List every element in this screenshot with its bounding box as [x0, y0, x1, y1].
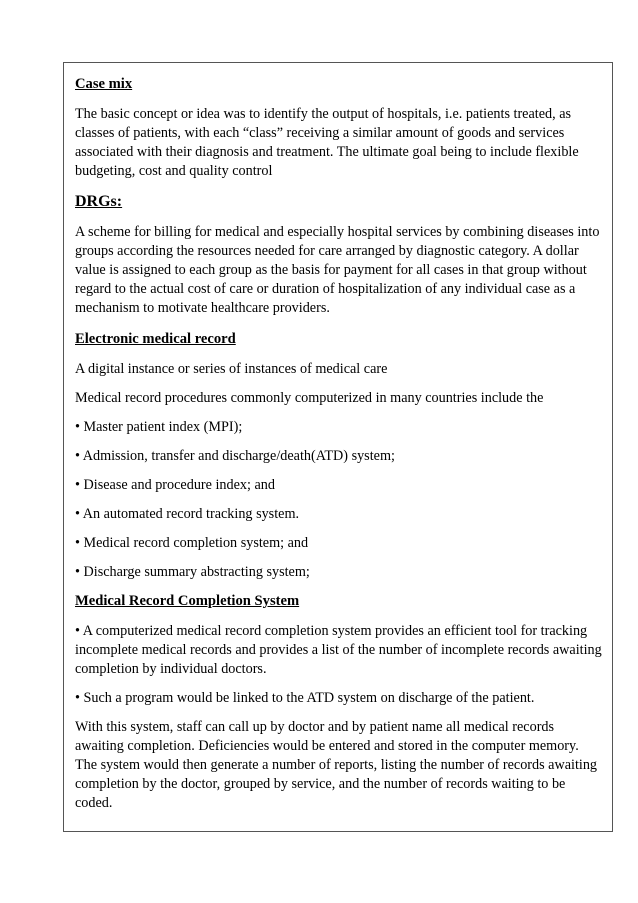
emr-heading: Electronic medical record [75, 331, 236, 347]
mrcs-heading: Medical Record Completion System [75, 593, 300, 609]
drgs-paragraph: A scheme for billing for medical and especially hospital services by combining diseases into groups according the resources needed for care arranged by diagnostic category. A dollar value is assigned to each group as the basis for payment for all cases in that group without regard to the actual cost of care or duration of hospitalization of any individual case as a mechanism to motivate healthcare providers. [75, 224, 600, 316]
document-page [63, 62, 613, 832]
mrcs-paragraph: With this system, staff can call up by doctor and by patient name all medical records awaiting completion. Deficiencies would be entered and stored in the computer memory. The system would then generate a number of reports, listing the number of records awaiting completion by the doctor, grouped by service, and the number of records waiting to be coded. [75, 719, 598, 811]
drgs-heading: DRGs: [75, 193, 123, 210]
emr-list-item: • Discharge summary abstracting system; [75, 564, 310, 580]
mrcs-bullet-atd: • Such a program would be linked to the ATD system on discharge of the patient. [75, 690, 535, 706]
case-mix-paragraph: The basic concept or idea was to identify the output of hospitals, i.e. patients treated, as classes of patients, with each “class” receiving a similar amount of goods and services associated with their diagnosis and treatment. The ultimate goal being to include flexible budgeting, cost and quality control [75, 106, 579, 179]
emr-list-item: • Admission, transfer and discharge/death(ATD) system; [75, 448, 395, 464]
mrcs-bullet-tracking: • A computerized medical record completion system provides an efficient tool for tracking incomplete medical records and provides a list of the number of incomplete records awaiting completion by individual doctors. [75, 623, 602, 677]
emr-list-item: • Disease and procedure index; and [75, 477, 275, 493]
case-mix-heading: Case mix [75, 76, 133, 92]
emr-list-item: • Medical record completion system; and [75, 535, 309, 551]
emr-list-item: • Master patient index (MPI); [75, 419, 243, 435]
emr-intro: Medical record procedures commonly computerized in many countries include the [75, 390, 544, 406]
emr-list-item: • An automated record tracking system. [75, 506, 300, 522]
emr-definition: A digital instance or series of instances of medical care [75, 361, 388, 377]
